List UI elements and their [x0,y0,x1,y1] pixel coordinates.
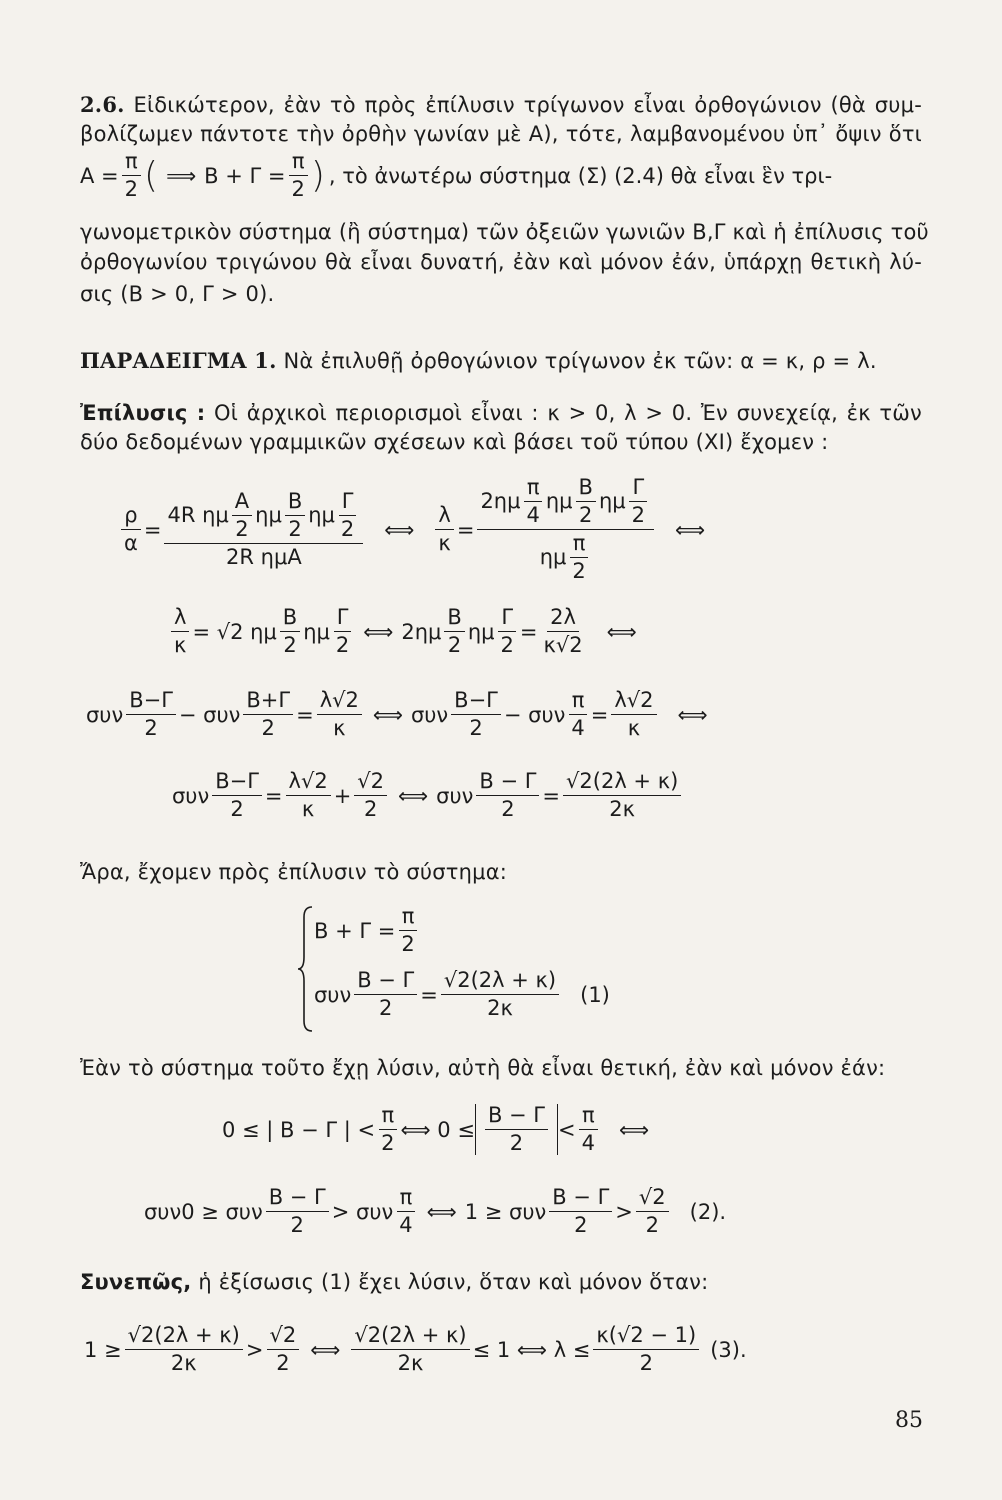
example-heading-line [80,350,922,372]
curly-brace-icon [296,905,316,1033]
section-line-4: γωνομετρικὸν σύστημα (ἢ σύστημα) τῶν ὀξειῶν γωνιῶν Β,Γ καὶ ἡ ἐπίλυσις τοῦ [80,220,929,244]
section-line-2: βολίζωμεν πάντοτε τὴν ὀρθὴν γωνίαν μὲ Α), τότε, λαμβανομένου ὑπ᾿ ὄψιν ὅτι [80,122,922,146]
label-eq-3: (3). [710,1337,747,1362]
section-number: 2.6. [80,92,125,117]
example-text: Νὰ ἐπιλυθῇ ὀρθογώνιον τρίγωνον ἐκ τῶν: α = κ, ρ = λ. [283,349,877,373]
synepos-rest: ἡ ἐξίσωσις (1) ἔχει λύσιν, ὅταν καὶ μόνον ὅταν: [198,1270,709,1294]
system-eq-a: Β + Γ = $\frac{\pi}{2}$ [314,905,421,956]
ean-prefix: Ἐὰν τὸ σύστημα [80,1056,255,1080]
example-heading: ΠΑΡΑΔΕΙΓΜΑ 1. [80,348,277,373]
solution-line-1 [80,403,922,424]
section-text-1: Εἰδικώτερον, ἐὰν τὸ πρὸς ἐπίλυσιν τρίγωνον εἶναι ὀρθογώνιον (θὰ συμ- [133,93,922,117]
inequality-line-1: 0 ≤ | Β − Γ | < $\frac{\pi}{2}$ ⟺ 0 ≤ $\frac{B - \Gamma}{2}$ < $\frac{\pi}{4}$ ⟺ [222,1103,650,1156]
equation-ratio: $\frac{\rho}{\alpha}$ = 4R ημ $\frac{A}{2}$ ημ $\frac{B}{2}$ ημ $\frac{\Gamma}{2}$ 2R ημΑ ⟺ $\frac{\lambda}{\kappa}$ = 2ημ $\frac{\pi}{4}$ ημ $\frac{B}{2}$ ημ $\frac{\Gamma}{2}$ ημ $\frac{\pi}{2}$ ⟺ [118,476,705,583]
label-eq-1: (1) [580,982,610,1007]
synepos-line [80,1272,922,1293]
equation-line-4: συν $\frac{B-\Gamma}{2}$ = $\frac{\lambda√2}{\kappa}$ + $\frac{√2}{2}$ ⟺ συν $\frac{B - \Gamma}{2}$ = $\frac{√2(2\lambda + \kappa)}{2\kappa}$ [172,770,684,821]
system-eq-b: συν $\frac{B - \Gamma}{2}$ = $\frac{√2(2\lambda + \kappa)}{2\kappa}$ (1) [314,968,610,1021]
inequality-line-2: συν0 ≥ συν $\frac{B - \Gamma}{2}$ > συν $\frac{\pi}{4}$ ⟺ 1 ≥ συν $\frac{B - \Gamma}{2}$ > $\frac{√2}{2}$ (2). [144,1185,727,1238]
solution-label: Ἐπίλυσις : [80,401,206,425]
page-number: 85 [895,1408,923,1433]
synepos-prefix: Συνεπῶς, [80,1270,192,1294]
section-line-1 [80,94,922,116]
section-line-5: ὀρθογωνίου τριγώνου θὰ εἶναι δυνατή, ἐὰν καὶ μόνον ἐάν, ὑπάρχῃ θετικὴ λύ- [80,250,922,274]
equation-line-3: συν $\frac{B-\Gamma}{2}$ − συν $\frac{B+\Gamma}{2}$ = $\frac{\lambda√2}{\kappa}$ ⟺ συν $\frac{B-\Gamma}{2}$ − συν $\frac{\pi}{4}$ = $\frac{\lambda√2}{\kappa}$ ⟺ [86,688,708,741]
angle-relation: Α = $\frac{\pi}{2}$ ( ⟹ Β + Γ = $\frac{\pi}{2}$ ) , τὸ ἀνωτέρω σύστημα (Σ) (2.4) θὰ εἶναι ἓν τρι- [80,149,833,202]
section-line-6: σις (Β > 0, Γ > 0). [80,282,275,306]
solution-line-2: δύο δεδομένων γραμμικῶν σχέσεων καὶ βάσει τοῦ τύπου (ΧΙ) ἔχομεν : [80,430,829,454]
ean-line [80,1058,922,1079]
inequality-line-3: 1 ≥ $\frac{√2(2\lambda + \kappa)}{2\kappa}$ > $\frac{√2}{2}$ ⟺ $\frac{√2(2\lambda + \kappa)}{2\kappa}$ ≤ 1 ⟺ λ ≤ $\frac{\kappa(√2 - 1)}{2}$ (3). [84,1323,747,1376]
ara-line: Ἄρα, ἔχομεν πρὸς ἐπίλυσιν τὸ σύστημα: [80,860,508,884]
equation-line-2: $\frac{\lambda}{\kappa}$ = √2 ημ $\frac{B}{2}$ ημ $\frac{\Gamma}{2}$ ⟺ 2ημ $\frac{B}{2}$ ημ $\frac{\Gamma}{2}$ = $\frac{2\lambda}{\kappa√2}$ ⟺ [168,606,637,657]
solution-text-1: Οἱ ἀρχικοὶ περιορισμοὶ εἶναι : κ > 0, λ > 0. Ἐν συνεχείᾳ, ἐκ τῶν [214,401,922,425]
section-text-3: , τὸ ἀνωτέρω σύστημα (Σ) (2.4) θὰ εἶναι ἓν τρι- [328,163,833,188]
ean-rest: τοῦτο ἔχῃ λύσιν, αὐτὴ θὰ εἶναι θετική, ἐὰν καὶ μόνον ἐάν: [260,1056,886,1080]
label-eq-2: (2). [689,1199,727,1224]
system-of-equations [296,905,696,1035]
